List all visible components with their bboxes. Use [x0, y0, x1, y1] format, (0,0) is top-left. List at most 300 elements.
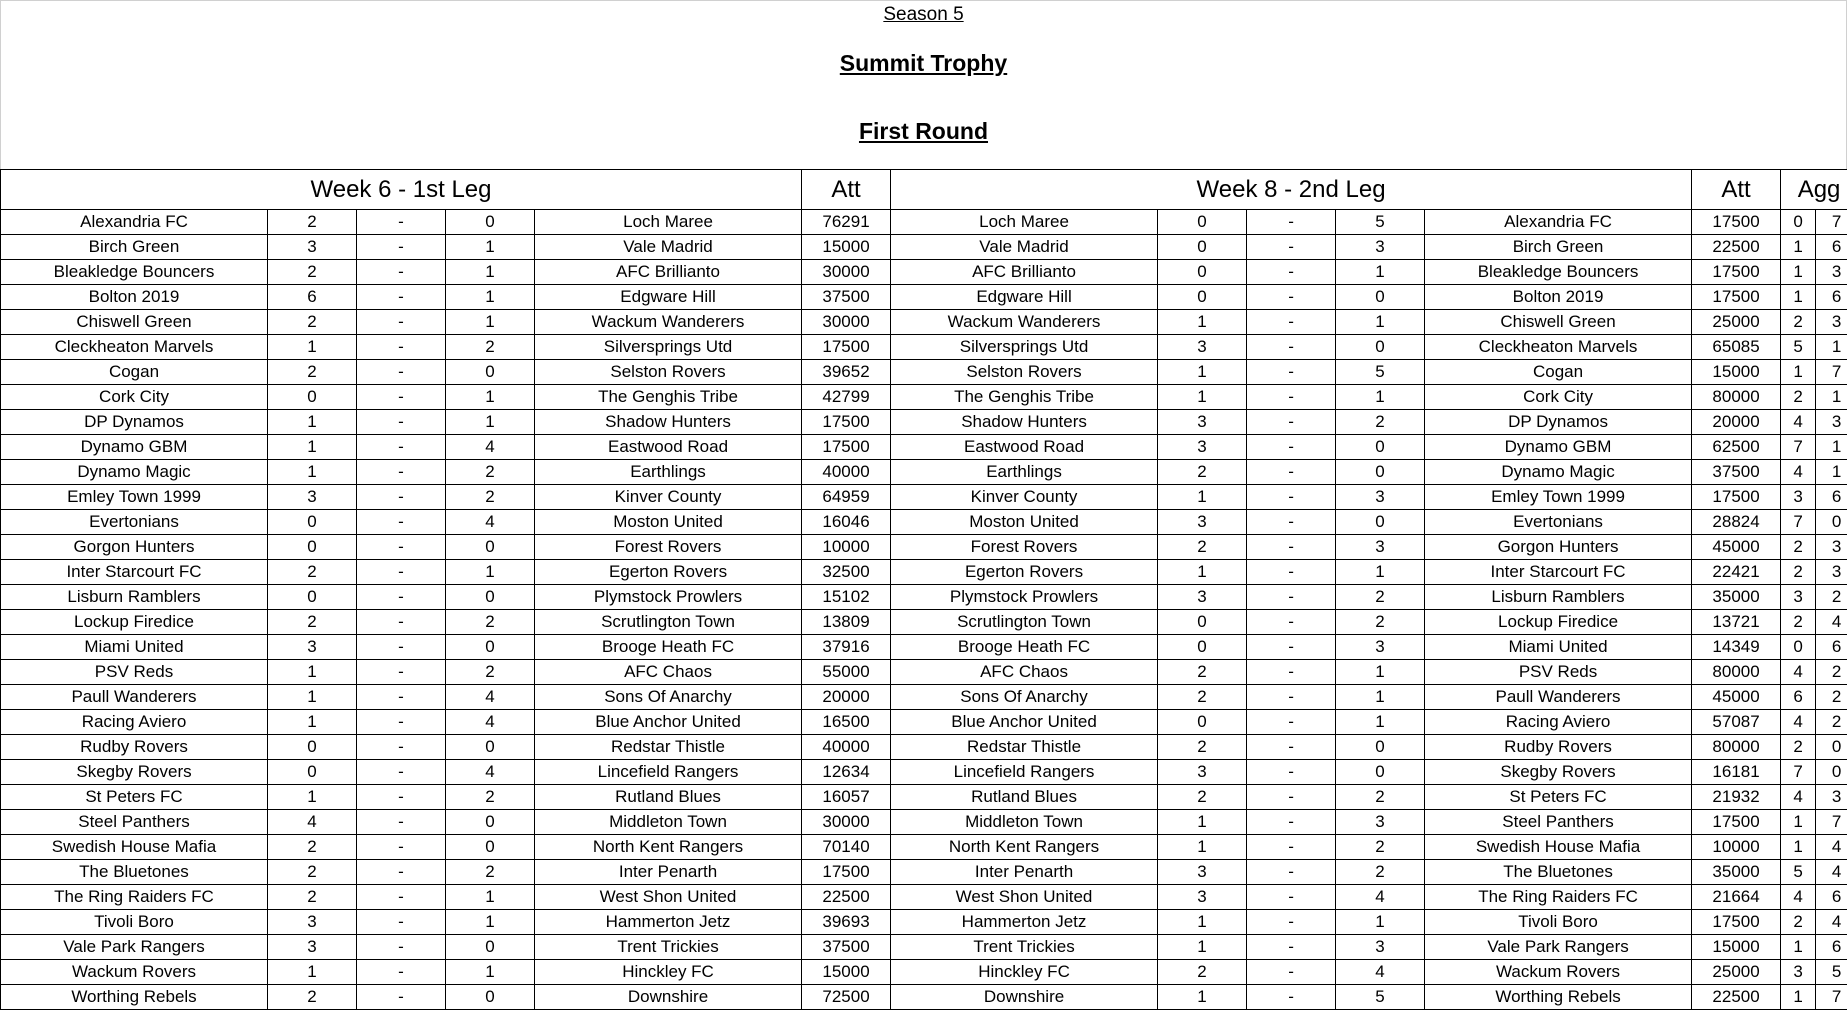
leg1-away-team: Forest Rovers: [535, 535, 802, 560]
leg1-away-team: Kinver County: [535, 485, 802, 510]
leg2-home-team: Kinver County: [891, 485, 1158, 510]
leg1-home-team: The Bluetones: [1, 860, 268, 885]
leg1-home-team: Dynamo Magic: [1, 460, 268, 485]
leg1-home-score: 0: [268, 510, 357, 535]
leg2-home-score: 1: [1158, 935, 1247, 960]
leg2-home-team: AFC Chaos: [891, 660, 1158, 685]
aggregate-first: 6: [1781, 685, 1816, 710]
aggregate-second: 3: [1816, 535, 1847, 560]
aggregate-second: 6: [1816, 935, 1847, 960]
leg1-away-score: 2: [446, 485, 535, 510]
leg2-attendance: 17500: [1692, 210, 1781, 235]
leg1-score-dash: -: [357, 585, 446, 610]
leg1-away-team: Egerton Rovers: [535, 560, 802, 585]
leg2-home-team: Hinckley FC: [891, 960, 1158, 985]
table-row: [1, 710, 1847, 735]
leg2-home-team: Scrutlington Town: [891, 610, 1158, 635]
leg2-home-team: Forest Rovers: [891, 535, 1158, 560]
leg1-home-team: DP Dynamos: [1, 410, 268, 435]
leg2-score-dash: -: [1247, 285, 1336, 310]
leg2-away-score: 1: [1336, 560, 1425, 585]
leg1-away-score: 0: [446, 360, 535, 385]
leg2-home-team: Selston Rovers: [891, 360, 1158, 385]
leg2-away-score: 1: [1336, 685, 1425, 710]
leg1-score-dash: -: [357, 210, 446, 235]
leg2-home-team: Loch Maree: [891, 210, 1158, 235]
leg2-away-score: 1: [1336, 710, 1425, 735]
leg2-attendance: 80000: [1692, 735, 1781, 760]
leg2-score-dash: -: [1247, 485, 1336, 510]
leg1-away-score: 1: [446, 960, 535, 985]
leg1-away-score: 4: [446, 710, 535, 735]
leg2-home-team: Eastwood Road: [891, 435, 1158, 460]
leg2-home-team: Shadow Hunters: [891, 410, 1158, 435]
leg2-home-score: 0: [1158, 210, 1247, 235]
leg2-away-team: St Peters FC: [1425, 785, 1692, 810]
leg2-away-score: 3: [1336, 935, 1425, 960]
leg1-home-team: Lockup Firedice: [1, 610, 268, 635]
leg1-score-dash: -: [357, 435, 446, 460]
leg1-away-score: 1: [446, 885, 535, 910]
leg1-score-dash: -: [357, 235, 446, 260]
aggregate-first: 5: [1781, 335, 1816, 360]
leg1-attendance: 76291: [802, 210, 891, 235]
leg1-score-dash: -: [357, 860, 446, 885]
leg2-home-score: 1: [1158, 485, 1247, 510]
leg2-score-dash: -: [1247, 510, 1336, 535]
leg1-attendance: 72500: [802, 985, 891, 1010]
leg2-away-team: Inter Starcourt FC: [1425, 560, 1692, 585]
leg1-home-team: Vale Park Rangers: [1, 935, 268, 960]
aggregate-second: 4: [1816, 860, 1847, 885]
leg1-home-team: Racing Aviero: [1, 710, 268, 735]
season-title: Season 5: [883, 4, 964, 25]
leg1-attendance: 10000: [802, 535, 891, 560]
leg2-home-team: Edgware Hill: [891, 285, 1158, 310]
leg1-attendance: 30000: [802, 310, 891, 335]
leg2-away-team: Alexandria FC: [1425, 210, 1692, 235]
aggregate-first: 3: [1781, 485, 1816, 510]
leg1-score-dash: -: [357, 960, 446, 985]
aggregate-second: 0: [1816, 735, 1847, 760]
leg1-away-score: 0: [446, 635, 535, 660]
table-row: [1, 785, 1847, 810]
aggregate-first: 0: [1781, 210, 1816, 235]
leg1-home-score: 6: [268, 285, 357, 310]
leg2-home-team: Lincefield Rangers: [891, 760, 1158, 785]
leg2-attendance: 22500: [1692, 985, 1781, 1010]
aggregate-second: 5: [1816, 960, 1847, 985]
leg2-home-score: 0: [1158, 610, 1247, 635]
leg1-away-team: Inter Penarth: [535, 860, 802, 885]
aggregate-second: 6: [1816, 635, 1847, 660]
leg2-away-team: Miami United: [1425, 635, 1692, 660]
leg1-home-team: Steel Panthers: [1, 810, 268, 835]
leg1-home-score: 0: [268, 385, 357, 410]
leg1-away-team: Wackum Wanderers: [535, 310, 802, 335]
leg1-home-score: 4: [268, 810, 357, 835]
leg1-home-score: 1: [268, 710, 357, 735]
leg1-home-team: Bolton 2019: [1, 285, 268, 310]
leg1-home-team: Evertonians: [1, 510, 268, 535]
aggregate-second: 6: [1816, 235, 1847, 260]
leg1-attendance: 17500: [802, 410, 891, 435]
table-row: [1, 285, 1847, 310]
leg1-home-score: 3: [268, 935, 357, 960]
leg1-away-score: 0: [446, 935, 535, 960]
aggregate-second: 7: [1816, 360, 1847, 385]
leg2-away-score: 5: [1336, 360, 1425, 385]
leg1-away-team: Loch Maree: [535, 210, 802, 235]
leg1-attendance: 39693: [802, 910, 891, 935]
aggregate-first: 2: [1781, 385, 1816, 410]
leg1-attendance: 15000: [802, 960, 891, 985]
leg1-away-team: Shadow Hunters: [535, 410, 802, 435]
leg2-away-team: Gorgon Hunters: [1425, 535, 1692, 560]
leg2-home-team: Earthlings: [891, 460, 1158, 485]
leg1-home-score: 0: [268, 535, 357, 560]
leg2-away-team: The Bluetones: [1425, 860, 1692, 885]
leg2-home-team: North Kent Rangers: [891, 835, 1158, 860]
fixtures-table: [0, 169, 1847, 1010]
leg2-attendance: 35000: [1692, 860, 1781, 885]
table-row: [1, 685, 1847, 710]
aggregate-first: 1: [1781, 360, 1816, 385]
leg1-score-dash: -: [357, 760, 446, 785]
aggregate-first: 0: [1781, 635, 1816, 660]
leg1-attendance: 42799: [802, 385, 891, 410]
leg1-home-team: Birch Green: [1, 235, 268, 260]
leg1-away-score: 0: [446, 585, 535, 610]
leg2-score-dash: -: [1247, 860, 1336, 885]
leg2-away-team: Tivoli Boro: [1425, 910, 1692, 935]
leg2-away-team: Cork City: [1425, 385, 1692, 410]
leg2-attendance: 65085: [1692, 335, 1781, 360]
leg2-home-score: 1: [1158, 560, 1247, 585]
table-row: [1, 235, 1847, 260]
fixtures-body: [1, 210, 1847, 1010]
leg1-away-score: 2: [446, 335, 535, 360]
leg1-score-dash: -: [357, 660, 446, 685]
leg1-score-dash: -: [357, 335, 446, 360]
leg1-home-score: 1: [268, 460, 357, 485]
leg2-away-score: 2: [1336, 835, 1425, 860]
leg1-home-score: 0: [268, 760, 357, 785]
leg1-score-dash: -: [357, 260, 446, 285]
leg1-away-score: 0: [446, 985, 535, 1010]
leg2-home-team: Wackum Wanderers: [891, 310, 1158, 335]
leg2-score-dash: -: [1247, 235, 1336, 260]
leg1-home-team: Cogan: [1, 360, 268, 385]
leg1-home-score: 3: [268, 910, 357, 935]
leg1-attendance: 70140: [802, 835, 891, 860]
table-row: [1, 735, 1847, 760]
leg1-attendance: 39652: [802, 360, 891, 385]
leg2-attendance: 28824: [1692, 510, 1781, 535]
leg1-score-dash: -: [357, 535, 446, 560]
leg2-home-team: Rutland Blues: [891, 785, 1158, 810]
leg1-score-dash: -: [357, 835, 446, 860]
leg1-attendance: 30000: [802, 810, 891, 835]
leg1-away-score: 0: [446, 735, 535, 760]
leg1-away-team: Eastwood Road: [535, 435, 802, 460]
leg1-home-score: 2: [268, 560, 357, 585]
leg1-away-team: Middleton Town: [535, 810, 802, 835]
aggregate-first: 4: [1781, 885, 1816, 910]
aggregate-second: 7: [1816, 985, 1847, 1010]
leg2-score-dash: -: [1247, 210, 1336, 235]
table-row: [1, 210, 1847, 235]
leg1-away-team: Redstar Thistle: [535, 735, 802, 760]
leg1-away-team: Lincefield Rangers: [535, 760, 802, 785]
leg2-home-team: West Shon United: [891, 885, 1158, 910]
leg2-attendance: 37500: [1692, 460, 1781, 485]
leg1-score-dash: -: [357, 785, 446, 810]
table-row: [1, 535, 1847, 560]
leg1-attendance: 32500: [802, 560, 891, 585]
aggregate-second: 3: [1816, 260, 1847, 285]
aggregate-first: 2: [1781, 910, 1816, 935]
competition-title: Summit Trophy: [839, 50, 1008, 76]
leg1-attendance: 55000: [802, 660, 891, 685]
leg2-score-dash: -: [1247, 985, 1336, 1010]
leg2-home-team: Moston United: [891, 510, 1158, 535]
leg1-score-dash: -: [357, 985, 446, 1010]
leg2-home-score: 3: [1158, 335, 1247, 360]
leg2-away-team: Racing Aviero: [1425, 710, 1692, 735]
leg2-score-dash: -: [1247, 810, 1336, 835]
leg2-home-score: 0: [1158, 635, 1247, 660]
leg2-away-score: 2: [1336, 610, 1425, 635]
table-row: [1, 310, 1847, 335]
leg1-attendance: 13809: [802, 610, 891, 635]
leg2-attendance: 17500: [1692, 910, 1781, 935]
leg2-score-dash: -: [1247, 660, 1336, 685]
sheet-top-border: [0, 0, 1847, 1]
leg2-away-team: Vale Park Rangers: [1425, 935, 1692, 960]
leg2-home-score: 1: [1158, 310, 1247, 335]
leg1-away-team: Hammerton Jetz: [535, 910, 802, 935]
leg1-home-score: 2: [268, 260, 357, 285]
leg2-away-score: 5: [1336, 210, 1425, 235]
leg1-attendance: 40000: [802, 735, 891, 760]
leg1-home-score: 3: [268, 635, 357, 660]
leg1-home-score: 1: [268, 685, 357, 710]
leg2-attendance: 20000: [1692, 410, 1781, 435]
leg2-home-score: 1: [1158, 835, 1247, 860]
aggregate-second: 1: [1816, 335, 1847, 360]
leg2-away-score: 2: [1336, 785, 1425, 810]
leg1-away-score: 2: [446, 785, 535, 810]
leg1-score-dash: -: [357, 385, 446, 410]
aggregate-second: 6: [1816, 485, 1847, 510]
leg1-away-team: Plymstock Prowlers: [535, 585, 802, 610]
leg1-away-score: 1: [446, 260, 535, 285]
leg2-away-score: 3: [1336, 810, 1425, 835]
leg1-away-score: 4: [446, 510, 535, 535]
table-row: [1, 360, 1847, 385]
leg2-score-dash: -: [1247, 410, 1336, 435]
leg2-away-score: 0: [1336, 335, 1425, 360]
leg2-attendance: 22500: [1692, 235, 1781, 260]
leg2-away-score: 0: [1336, 285, 1425, 310]
leg1-away-score: 2: [446, 460, 535, 485]
leg2-away-team: Dynamo Magic: [1425, 460, 1692, 485]
leg1-home-team: The Ring Raiders FC: [1, 885, 268, 910]
leg2-attendance: 15000: [1692, 935, 1781, 960]
leg2-attendance: 80000: [1692, 660, 1781, 685]
leg2-away-team: Birch Green: [1425, 235, 1692, 260]
leg1-away-team: West Shon United: [535, 885, 802, 910]
leg1-away-score: 1: [446, 385, 535, 410]
aggregate-first: 2: [1781, 310, 1816, 335]
table-row: [1, 935, 1847, 960]
leg2-home-score: 3: [1158, 410, 1247, 435]
leg2-away-score: 0: [1336, 460, 1425, 485]
leg2-away-score: 2: [1336, 860, 1425, 885]
leg1-attendance: 20000: [802, 685, 891, 710]
leg1-score-dash: -: [357, 560, 446, 585]
aggregate-first: 1: [1781, 285, 1816, 310]
att1-header: Att: [802, 170, 891, 210]
aggregate-second: 3: [1816, 310, 1847, 335]
aggregate-first: 1: [1781, 235, 1816, 260]
leg2-score-dash: -: [1247, 310, 1336, 335]
leg1-home-team: Cleckheaton Marvels: [1, 335, 268, 360]
leg1-away-team: Silversprings Utd: [535, 335, 802, 360]
leg1-away-team: Scrutlington Town: [535, 610, 802, 635]
leg1-away-team: Blue Anchor United: [535, 710, 802, 735]
table-row: [1, 510, 1847, 535]
leg1-attendance: 40000: [802, 460, 891, 485]
leg2-attendance: 17500: [1692, 285, 1781, 310]
leg2-away-team: Worthing Rebels: [1425, 985, 1692, 1010]
leg2-away-team: Cleckheaton Marvels: [1425, 335, 1692, 360]
leg2-score-dash: -: [1247, 610, 1336, 635]
leg2-header: Week 8 - 2nd Leg: [891, 170, 1692, 210]
leg2-away-score: 0: [1336, 510, 1425, 535]
leg2-home-score: 1: [1158, 360, 1247, 385]
leg1-attendance: 16046: [802, 510, 891, 535]
leg1-home-score: 1: [268, 435, 357, 460]
leg2-home-score: 3: [1158, 435, 1247, 460]
leg2-home-score: 0: [1158, 285, 1247, 310]
leg1-attendance: 37500: [802, 285, 891, 310]
table-row: [1, 660, 1847, 685]
leg2-away-score: 3: [1336, 485, 1425, 510]
aggregate-second: 1: [1816, 435, 1847, 460]
aggregate-second: 2: [1816, 660, 1847, 685]
aggregate-first: 4: [1781, 660, 1816, 685]
aggregate-first: 1: [1781, 935, 1816, 960]
leg1-away-score: 1: [446, 235, 535, 260]
aggregate-second: 3: [1816, 560, 1847, 585]
leg1-home-team: Swedish House Mafia: [1, 835, 268, 860]
leg2-score-dash: -: [1247, 385, 1336, 410]
aggregate-first: 5: [1781, 860, 1816, 885]
leg2-attendance: 15000: [1692, 360, 1781, 385]
leg2-home-score: 1: [1158, 910, 1247, 935]
table-row: [1, 835, 1847, 860]
leg2-score-dash: -: [1247, 935, 1336, 960]
leg1-away-score: 1: [446, 310, 535, 335]
leg1-home-score: 3: [268, 485, 357, 510]
leg2-home-team: AFC Brillianto: [891, 260, 1158, 285]
leg1-home-team: Emley Town 1999: [1, 485, 268, 510]
leg1-score-dash: -: [357, 685, 446, 710]
leg2-away-team: Cogan: [1425, 360, 1692, 385]
leg2-home-score: 2: [1158, 660, 1247, 685]
leg1-away-score: 1: [446, 910, 535, 935]
leg2-away-score: 5: [1336, 985, 1425, 1010]
leg2-score-dash: -: [1247, 435, 1336, 460]
att2-header: Att: [1692, 170, 1781, 210]
leg1-home-score: 2: [268, 835, 357, 860]
leg1-attendance: 37500: [802, 935, 891, 960]
table-row: [1, 560, 1847, 585]
leg1-score-dash: -: [357, 610, 446, 635]
leg1-attendance: 17500: [802, 435, 891, 460]
agg-header: Agg: [1781, 170, 1847, 210]
leg1-away-team: AFC Brillianto: [535, 260, 802, 285]
leg2-away-team: PSV Reds: [1425, 660, 1692, 685]
aggregate-second: 2: [1816, 585, 1847, 610]
leg1-away-team: Downshire: [535, 985, 802, 1010]
leg1-attendance: 37916: [802, 635, 891, 660]
leg2-home-team: Plymstock Prowlers: [891, 585, 1158, 610]
leg2-attendance: 17500: [1692, 810, 1781, 835]
leg1-away-score: 0: [446, 535, 535, 560]
leg1-away-score: 2: [446, 660, 535, 685]
header-row: [1, 170, 1847, 210]
leg2-away-score: 0: [1336, 435, 1425, 460]
leg1-attendance: 64959: [802, 485, 891, 510]
leg1-attendance: 16057: [802, 785, 891, 810]
leg2-attendance: 17500: [1692, 485, 1781, 510]
leg2-score-dash: -: [1247, 885, 1336, 910]
leg2-score-dash: -: [1247, 785, 1336, 810]
aggregate-first: 1: [1781, 835, 1816, 860]
leg1-home-score: 2: [268, 210, 357, 235]
leg1-attendance: 15102: [802, 585, 891, 610]
leg2-home-team: Brooge Heath FC: [891, 635, 1158, 660]
aggregate-first: 4: [1781, 710, 1816, 735]
leg1-home-team: Rudby Rovers: [1, 735, 268, 760]
leg2-score-dash: -: [1247, 760, 1336, 785]
aggregate-first: 7: [1781, 435, 1816, 460]
leg2-away-score: 3: [1336, 535, 1425, 560]
leg1-score-dash: -: [357, 510, 446, 535]
leg1-home-team: Tivoli Boro: [1, 910, 268, 935]
leg2-score-dash: -: [1247, 585, 1336, 610]
leg2-home-team: Hammerton Jetz: [891, 910, 1158, 935]
leg2-attendance: 21932: [1692, 785, 1781, 810]
leg1-home-score: 0: [268, 585, 357, 610]
leg2-home-team: Vale Madrid: [891, 235, 1158, 260]
leg1-home-team: Alexandria FC: [1, 210, 268, 235]
leg2-home-score: 0: [1158, 260, 1247, 285]
table-row: [1, 410, 1847, 435]
leg2-away-team: Bleakledge Bouncers: [1425, 260, 1692, 285]
table-row: [1, 335, 1847, 360]
leg2-home-score: 2: [1158, 785, 1247, 810]
leg2-away-score: 1: [1336, 660, 1425, 685]
leg1-home-team: Chiswell Green: [1, 310, 268, 335]
leg2-attendance: 45000: [1692, 535, 1781, 560]
leg2-score-dash: -: [1247, 360, 1336, 385]
leg2-away-score: 1: [1336, 260, 1425, 285]
leg1-attendance: 30000: [802, 260, 891, 285]
